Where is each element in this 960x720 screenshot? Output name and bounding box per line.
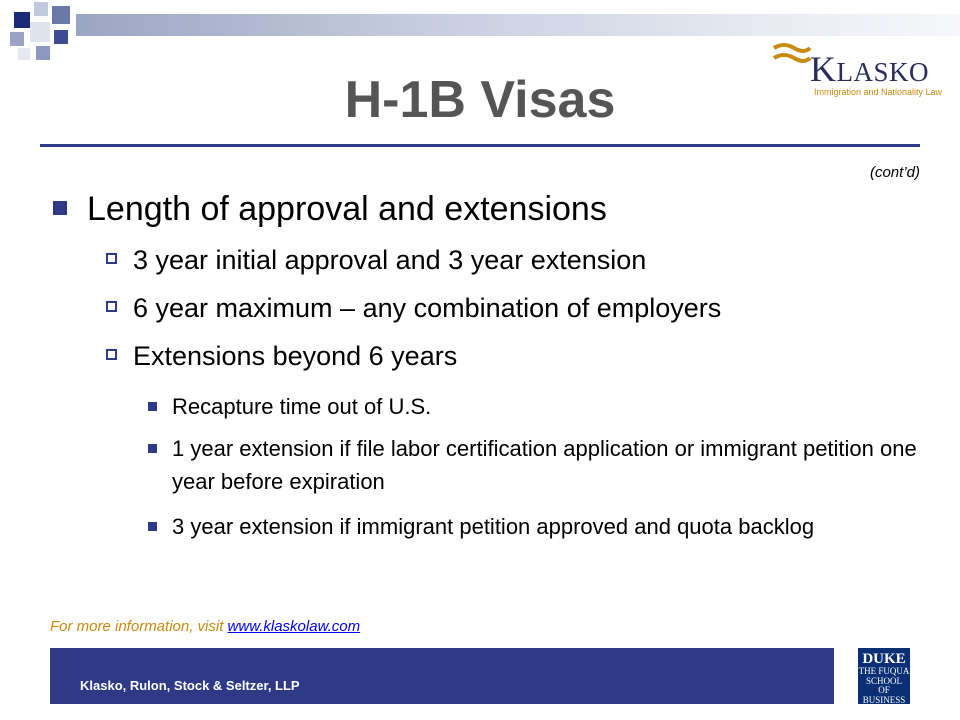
decor-square xyxy=(30,22,50,42)
hollow-square-bullet-icon xyxy=(106,349,117,360)
footer-bar xyxy=(50,648,834,704)
decor-square xyxy=(36,46,50,60)
sub-sub-bullet: Recapture time out of U.S. xyxy=(148,390,923,423)
sub-sub-bullet: 3 year extension if immigrant petition approved and quota backlog xyxy=(148,510,923,543)
sub-bullet: 6 year maximum – any combination of employers xyxy=(106,293,721,324)
decor-square xyxy=(52,6,70,24)
continued-label: (cont’d) xyxy=(869,164,920,181)
square-bullet-icon xyxy=(148,402,157,411)
square-bullet-icon xyxy=(53,201,67,215)
more-info-text: For more information, visit www.klaskolaw.com xyxy=(50,618,361,635)
klaskolaw-link[interactable]: www.klaskolaw.com xyxy=(227,618,361,635)
decor-square xyxy=(14,12,30,28)
sub-bullet: 3 year initial approval and 3 year extension xyxy=(106,245,646,276)
sub-bullet: Extensions beyond 6 years xyxy=(106,341,457,372)
square-bullet-icon xyxy=(148,522,157,531)
decor-square xyxy=(18,48,30,60)
square-bullet-icon xyxy=(148,444,157,453)
page-title: H-1B Visas xyxy=(344,71,616,129)
hollow-square-bullet-icon xyxy=(106,253,117,264)
header-band xyxy=(76,14,960,36)
decor-square xyxy=(54,30,68,44)
duke-fuqua-logo: DUKE THE FUQUA SCHOOL OF BUSINESS xyxy=(858,648,910,704)
sub-sub-bullet: 1 year extension if file labor certification application or immigrant petition one year before expiration xyxy=(148,432,923,498)
hollow-square-bullet-icon xyxy=(106,301,117,312)
title-divider xyxy=(40,144,920,147)
decor-square xyxy=(10,32,24,46)
klasko-logo-text: KLASKO xyxy=(810,49,930,89)
klasko-tagline: Immigration and Nationality Law xyxy=(814,87,943,97)
firm-name: Klasko, Rulon, Stock & Seltzer, LLP xyxy=(80,678,300,693)
main-bullet: Length of approval and extensions xyxy=(53,190,607,229)
decor-square xyxy=(34,2,48,16)
